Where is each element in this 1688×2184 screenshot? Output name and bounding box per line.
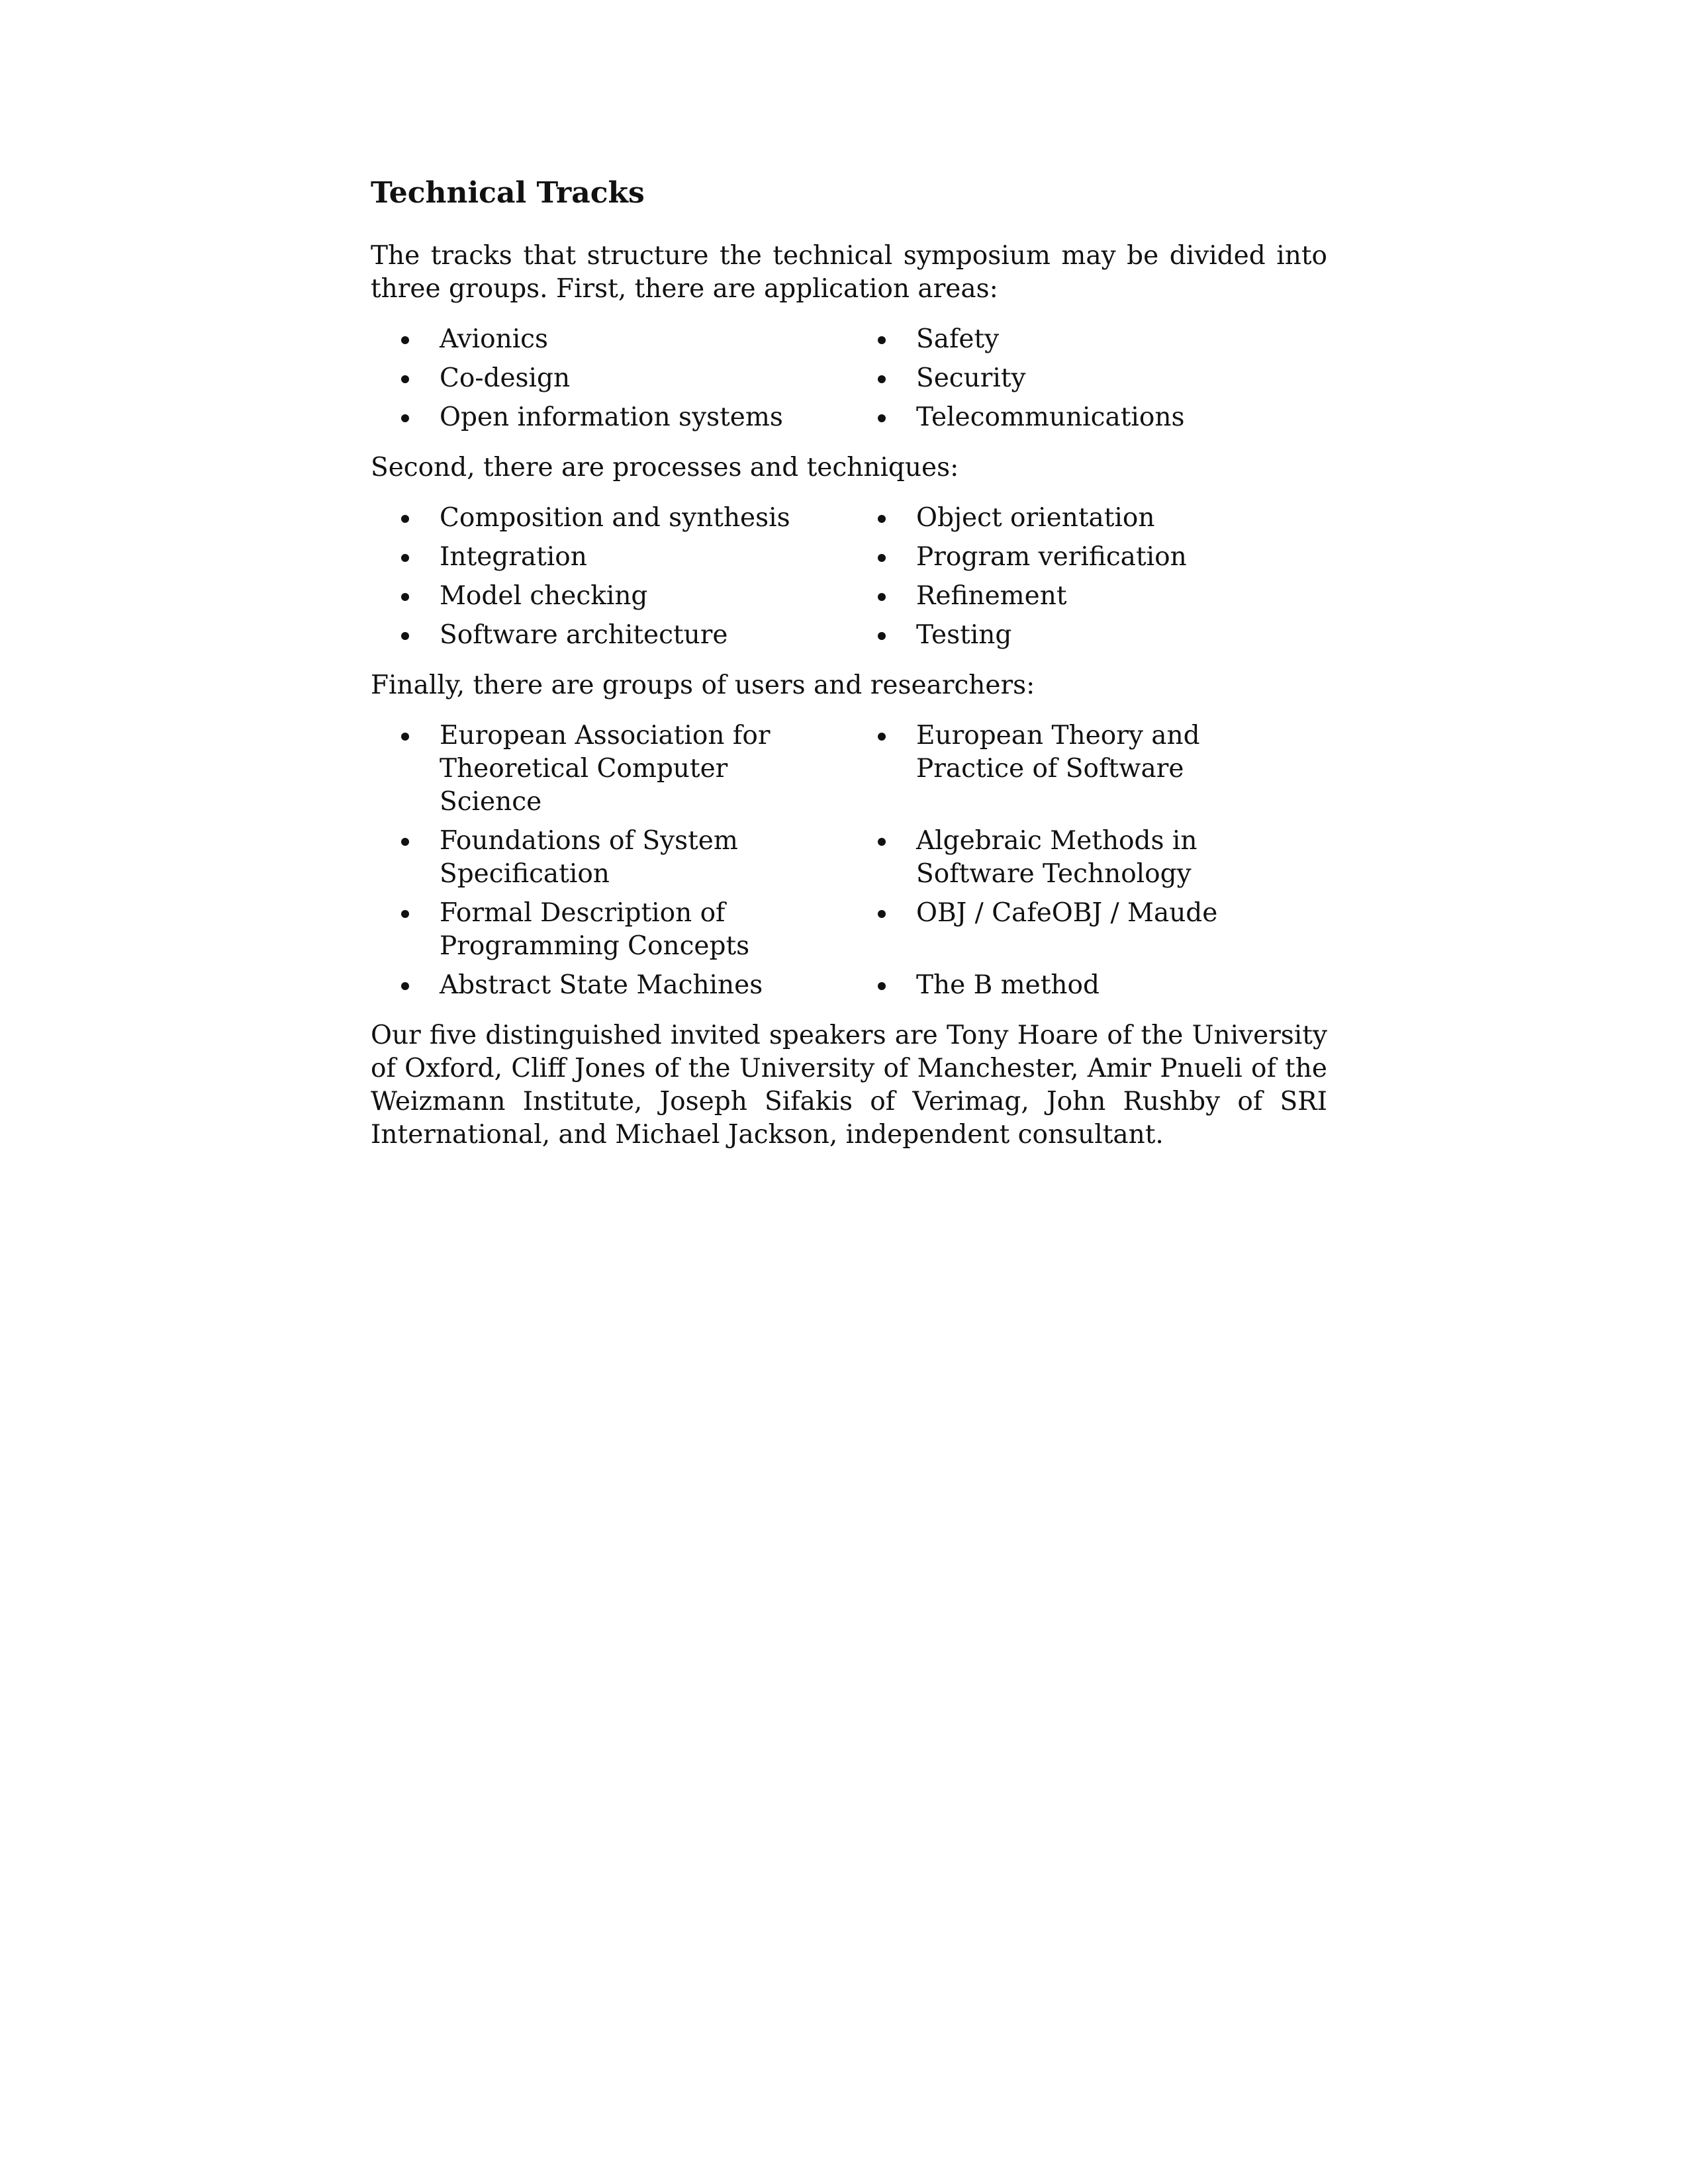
- list-item: [847, 719, 1284, 819]
- list-item: [371, 897, 847, 963]
- list-item-text: Foundations of System Specification: [440, 826, 738, 889]
- list-item: [371, 969, 847, 1002]
- section-heading: Technical Tracks: [371, 176, 645, 210]
- list-item: Model checking: [371, 580, 847, 613]
- list-item-text: The B method: [916, 970, 1100, 1000]
- list-item-text: Algebraic Methods in Software Technology: [916, 826, 1197, 889]
- list-item: Avionics: [371, 323, 847, 356]
- list-item: [847, 897, 1284, 963]
- list-item: Software architecture: [371, 619, 847, 652]
- groups-intro-paragraph: Finally, there are groups of users and researchers:: [371, 670, 1035, 700]
- intro-paragraph: The tracks that structure the technical symposium may be divided into three groups. First, there are application areas:: [371, 241, 1327, 304]
- list-item: [847, 825, 1284, 891]
- list-item: Integration: [371, 541, 847, 574]
- processes-list: [371, 502, 1327, 652]
- list-item-text: European Theory and Practice of Software: [916, 721, 1200, 784]
- list-item: Testing: [847, 619, 1284, 652]
- list-item: [847, 969, 1284, 1002]
- list-item: [371, 825, 847, 891]
- list-item: [371, 719, 847, 819]
- processes-intro-paragraph: Second, there are processes and techniques:: [371, 453, 959, 482]
- list-item-text: OBJ / CafeOBJ / Maude: [916, 898, 1218, 928]
- list-item: Telecommunications: [847, 401, 1284, 434]
- list-item-text: Formal Description of Programming Concepts: [440, 898, 750, 961]
- list-item: Co-design: [371, 362, 847, 395]
- list-item-text: European Association for Theoretical Computer Science: [440, 721, 771, 817]
- speakers-paragraph: Our five distinguished invited speakers are Tony Hoare of the University of Oxford, Cliff Jones of the University of Manchester, Amir Pnueli of the Weizmann Institute, Joseph Sifakis of Verimag, John Rushby of SRI International, and Michael Jackson, independent consultant.: [371, 1021, 1327, 1150]
- list-item: Open information systems: [371, 401, 847, 434]
- list-item: Composition and synthesis: [371, 502, 847, 535]
- document-page: [371, 173, 1327, 1152]
- groups-list: [371, 719, 1327, 1002]
- list-item: Security: [847, 362, 1284, 395]
- list-item: Program verification: [847, 541, 1284, 574]
- list-item: Safety: [847, 323, 1284, 356]
- list-item: Object orientation: [847, 502, 1284, 535]
- list-item: Refinement: [847, 580, 1284, 613]
- application-areas-list: [371, 323, 1327, 434]
- list-item-text: Abstract State Machines: [440, 970, 763, 1000]
